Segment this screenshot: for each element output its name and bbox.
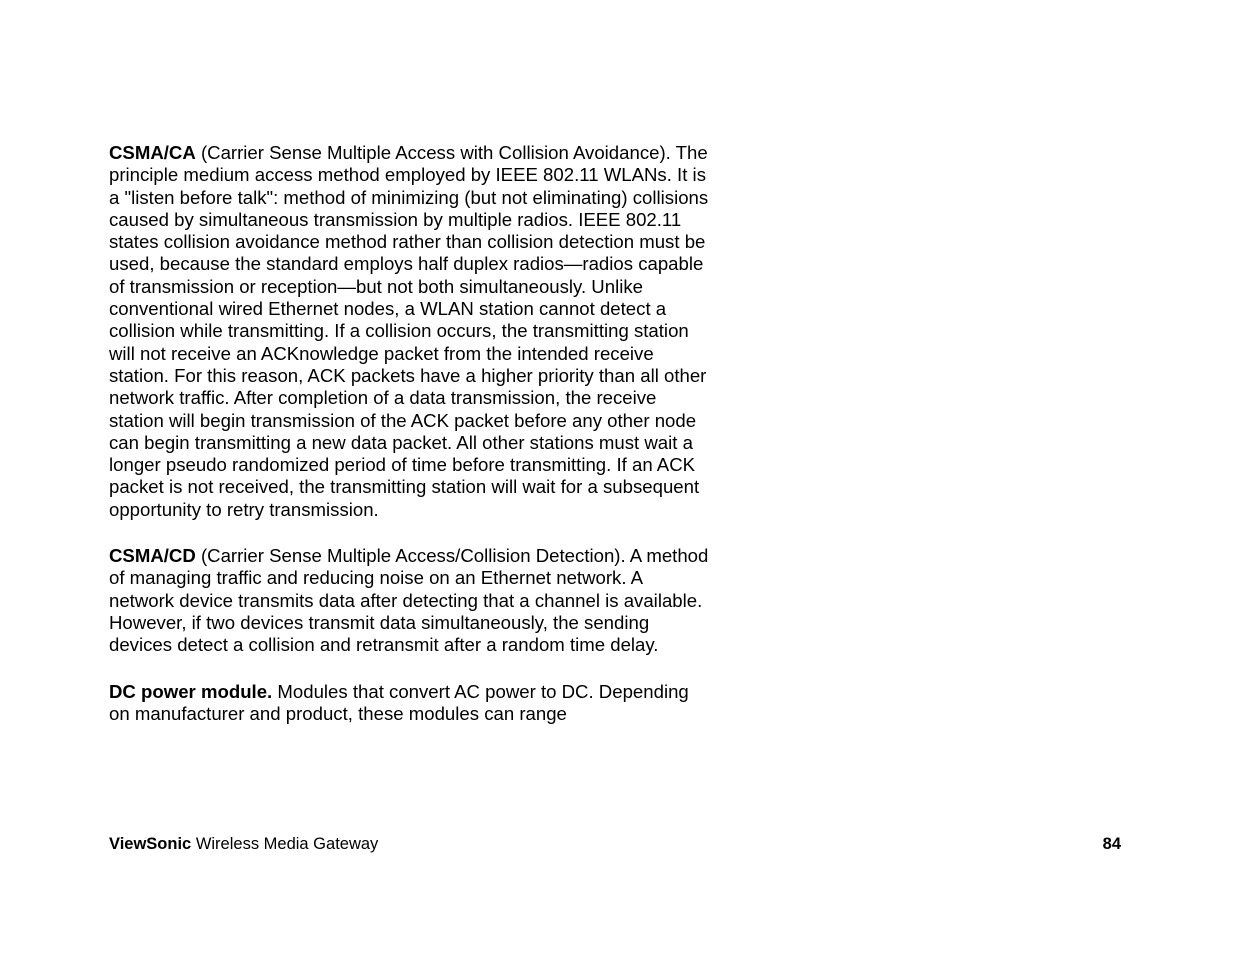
glossary-term: DC power module. — [109, 680, 273, 702]
glossary-entry-dc-power-module — [109, 681, 709, 726]
glossary-entry-csma-ca — [109, 142, 709, 521]
glossary-term: CSMA/CD — [109, 545, 196, 567]
glossary-definition: (Carrier Sense Multiple Access with Collision Avoidance). The principle medium access method employed by IEEE 802.11 WLANs. It is a "listen before talk": method of minimizing (but not eliminating) collisions caused by simultaneous transmission by multiple radios. IEEE 802.11 states collision avoidance method rather than collision detection must be used, because the standard employs half duplex radios—radios capable of transmission or reception—but not both simultaneously. Unlike conventional wired Ethernet nodes, a WLAN station cannot detect a collision while transmitting. If a collision occurs, the transmitting station will not receive an ACKnowledge packet from the intended receive station. For this reason, ACK packets have a higher priority than all other network traffic. After completion of a data transmission, the receive station will begin transmission of the ACK packet before any other node can begin transmitting a new data packet. All other stations must wait a longer pseudo randomized period of time before transmitting. If an ACK packet is not received, the transmitting station will wait for a subsequent opportunity to retry transmission. — [109, 142, 709, 520]
footer-brand: ViewSonic — [109, 835, 192, 853]
glossary-entry-csma-cd — [109, 545, 709, 656]
page-footer — [109, 834, 1121, 854]
glossary-content — [109, 142, 709, 749]
page-number: 84 — [1102, 835, 1121, 853]
footer-product: Wireless Media Gateway — [191, 835, 379, 853]
glossary-definition: Modules that convert AC power to DC. Depending on manufacturer and product, these modules can range — [109, 680, 689, 724]
glossary-term: CSMA/CA — [109, 142, 196, 163]
glossary-definition: (Carrier Sense Multiple Access/Collision Detection). A method of managing traffic and reducing noise on an Ethernet network. A network device transmits data after detecting that a channel is available. However, if two devices transmit data simultaneously, the sending devices detect a collision and retransmit after a random time delay. — [109, 545, 709, 656]
